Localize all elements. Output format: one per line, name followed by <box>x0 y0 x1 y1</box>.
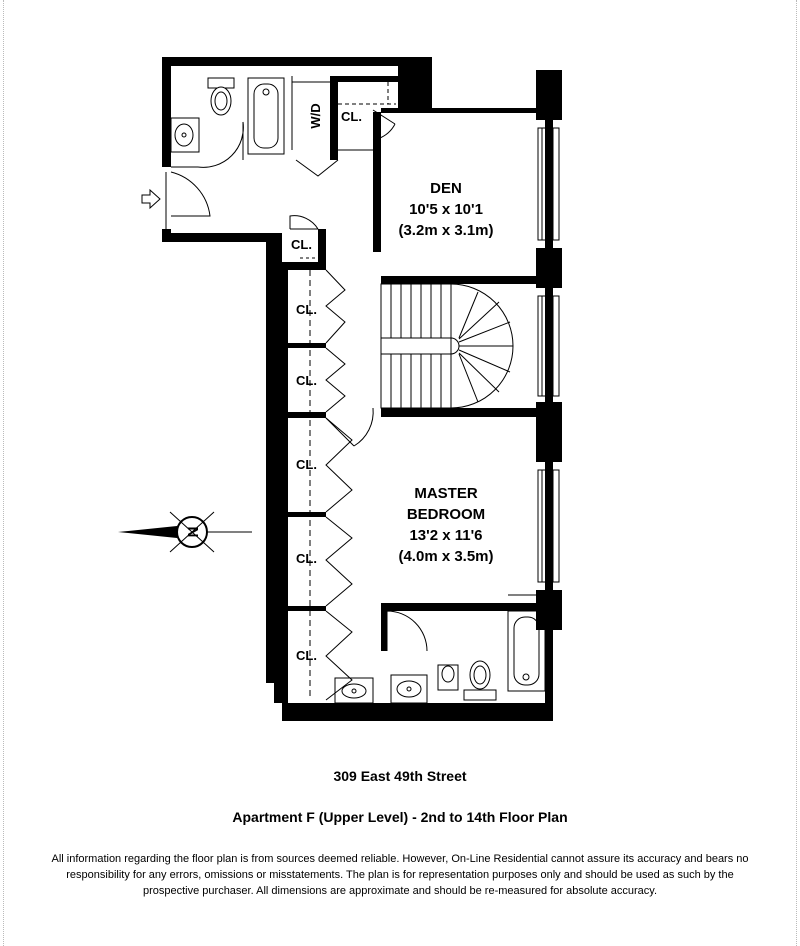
closet-label: CL. <box>296 302 317 317</box>
disclaimer-text: All information regarding the floor plan is from sources deemed reliable. However, On-Line Residential cannot assure its accuracy and bears no responsibility for any errors, omissions or misstatements. The plan is for representation purposes only and should be used as such by the prospective purchaser. All dimensions are approximate and should be re-measured for absolute accuracy. <box>51 853 749 897</box>
compass-letter: N <box>185 526 202 538</box>
upper-bathroom <box>171 78 284 167</box>
apartment-title: Apartment F (Upper Level) - 2nd to 14th Floor Plan <box>232 809 568 825</box>
bathtub-icon <box>248 78 284 154</box>
closet-label: CL. <box>341 109 362 124</box>
walls <box>162 57 562 721</box>
master-bedroom-name-line1: MASTER <box>414 485 478 502</box>
closet-label: CL. <box>296 551 317 566</box>
closet-label: CL. <box>296 457 317 472</box>
bidet-icon <box>438 665 458 690</box>
closet-column <box>310 270 373 700</box>
master-bathroom <box>335 595 545 703</box>
closet-label: CL. <box>296 373 317 388</box>
entry-door <box>142 172 210 229</box>
master-bedroom-dimensions-imperial: 13'2 x 11'6 <box>409 527 483 544</box>
master-bedroom-dimensions-metric: (4.0m x 3.5m) <box>398 548 494 565</box>
north-compass-icon <box>118 512 252 552</box>
laundry-label: W/D <box>308 103 323 129</box>
toilet-icon <box>208 78 234 115</box>
closet-label: CL. <box>296 648 317 663</box>
master-bedroom-name-line2: BEDROOM <box>406 506 486 523</box>
building-address: 309 East 49th Street <box>333 768 467 784</box>
spiral-staircase <box>381 284 513 408</box>
closet-label: CL. <box>291 237 312 252</box>
sink-icon <box>335 678 373 703</box>
toilet-icon <box>464 661 496 700</box>
den-dimensions-imperial: 10'5 x 10'1 <box>409 201 483 218</box>
sink-icon <box>171 118 199 152</box>
entry-arrow-icon <box>142 190 160 208</box>
sink-icon <box>391 675 427 703</box>
den-name: DEN <box>430 180 462 197</box>
den-dimensions-metric: (3.2m x 3.1m) <box>398 222 494 239</box>
